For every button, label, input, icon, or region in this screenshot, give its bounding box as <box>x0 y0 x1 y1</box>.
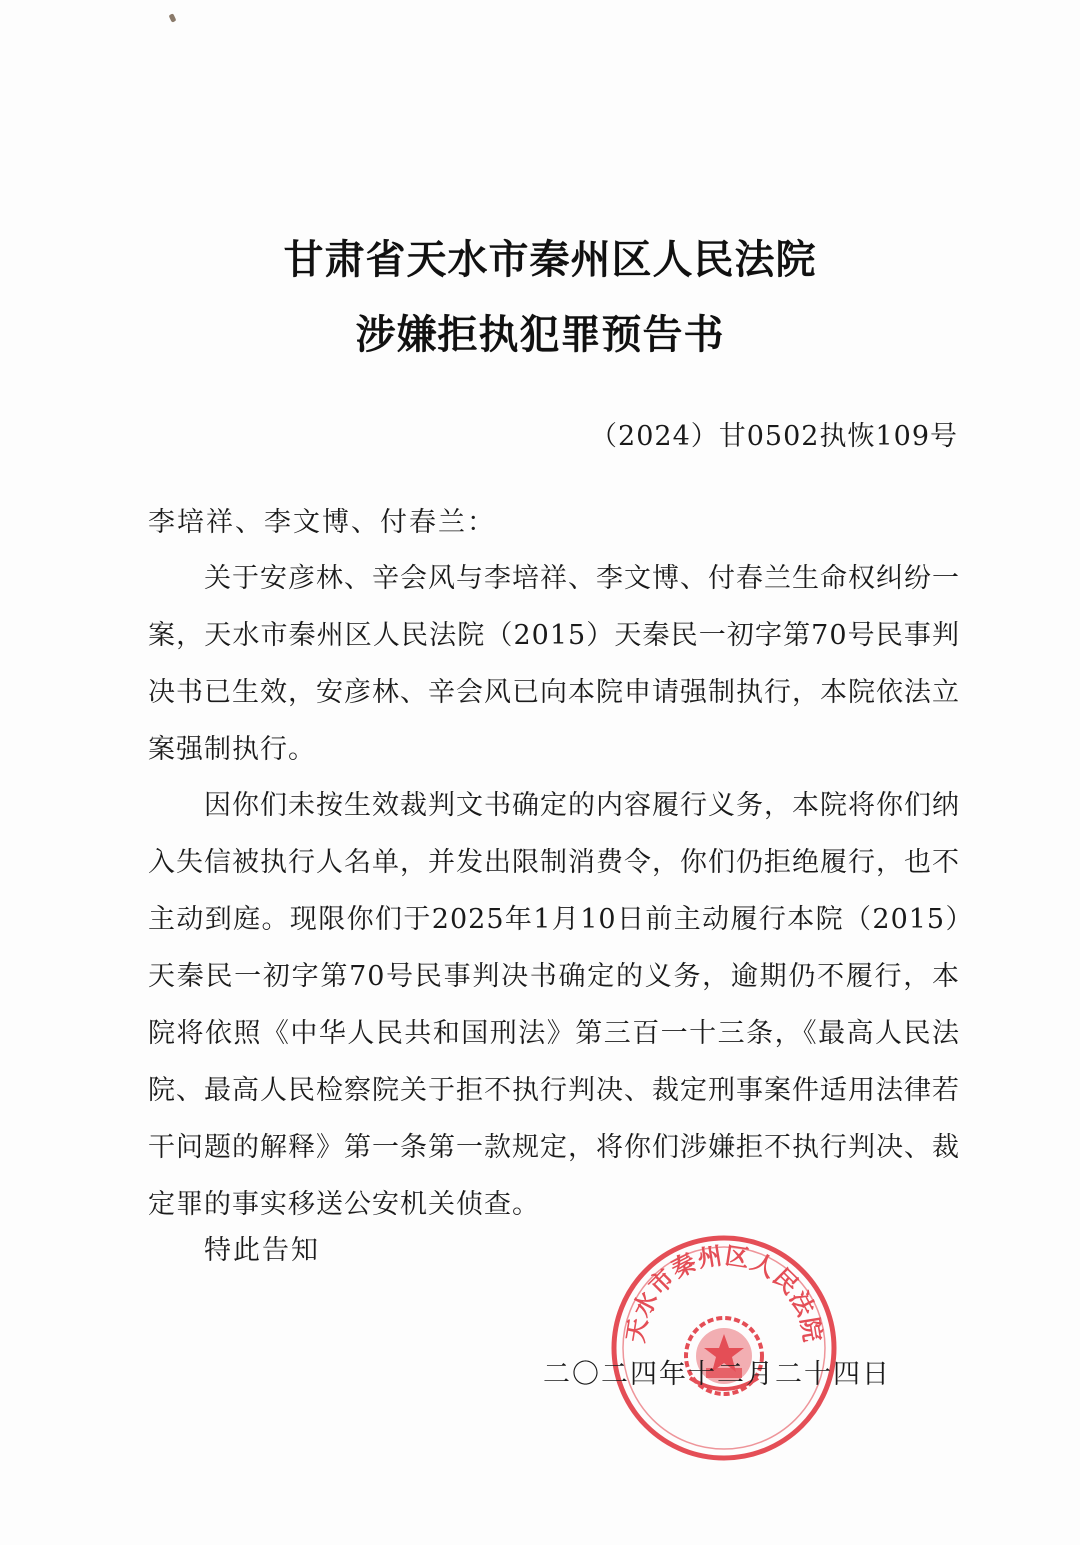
document-title: 涉嫌拒执犯罪预告书 <box>355 312 725 358</box>
case-number: （2024）甘0502执恢109号 <box>590 421 958 452</box>
closing-phrase: 特此告知 <box>204 1235 320 1266</box>
addressee: 李培祥、李文博、付春兰： <box>148 507 496 538</box>
body-paragraph-1: 关于安彦林、辛会风与李培祥、李文博、付春兰生命权纠纷一案，天水市秦州区人民法院（2015）天秦民一初字第70号民事判决书已生效，安彦林、辛会风已向本院申请强制执行，本院依法立案强制执行。 <box>148 563 960 765</box>
body-paragraph-2: 因你们未按生效裁判文书确定的内容履行义务，本院将你们纳入失信被执行人名单，并发出限制消费令，你们仍拒绝履行，也不主动到庭。现限你们于2025年1月10日前主动履行本院（2015）天秦民一初字第70号民事判决书确定的义务，逾期仍不履行，本院将依照《中华人民共和国刑法》第三百一十三条，《最高人民法院、最高人民检察院关于拒不执行判决、裁定刑事案件适用法律若干问题的解释》第一条第一款规定，将你们涉嫌拒不执行判决、裁定罪的事实移送公安机关侦查。 <box>148 790 960 1220</box>
seal-text: 天水市秦州区人民法院 <box>621 1241 827 1345</box>
issue-date: 二〇二四年十二月二十四日 <box>543 1359 891 1390</box>
court-name-title: 甘肃省天水市秦州区人民法院 <box>283 237 817 283</box>
court-seal-icon <box>608 1232 840 1464</box>
paper-speck <box>169 13 177 22</box>
